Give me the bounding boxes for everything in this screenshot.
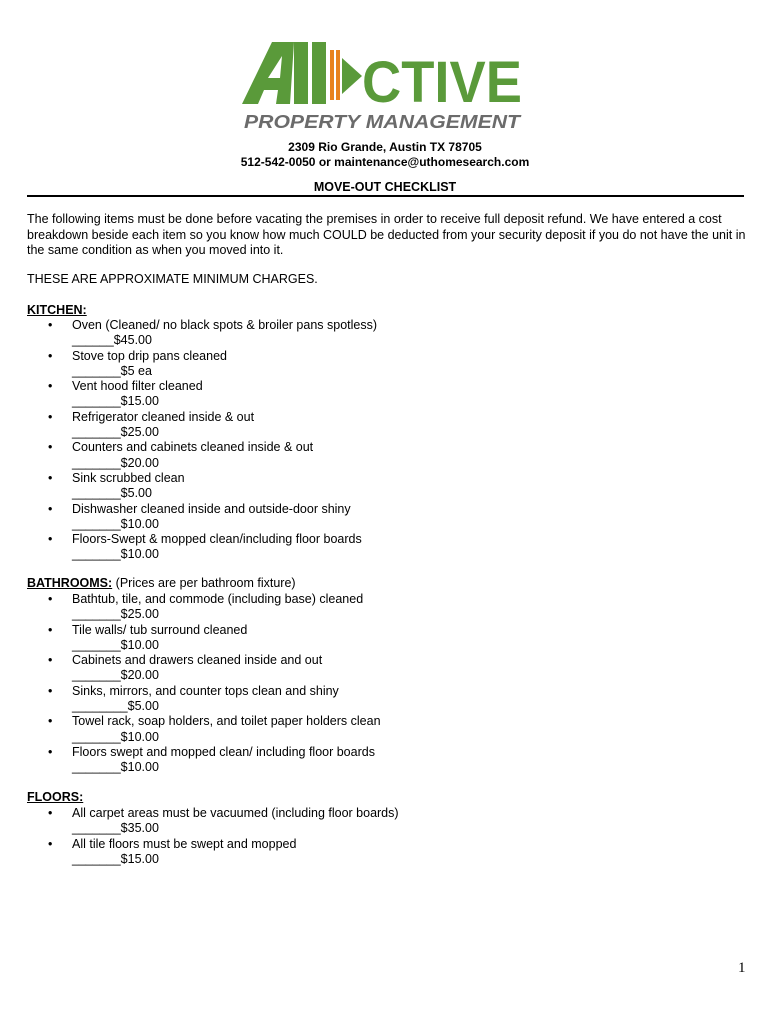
item-price: _______$25.00: [72, 607, 159, 622]
item-price: _______$5 ea: [72, 363, 152, 378]
list-item: [27, 349, 377, 380]
page-number: 1: [738, 960, 746, 976]
bathrooms-subnote: (Prices are per bathroom fixture): [112, 576, 296, 590]
item-price: _______$10.00: [72, 729, 159, 744]
list-item: [27, 745, 381, 776]
item-label: Floors swept and mopped clean/ including floor boards: [72, 744, 375, 759]
item-label: Towel rack, soap holders, and toilet paper holders clean: [72, 714, 381, 729]
item-label: Refrigerator cleaned inside & out: [72, 409, 255, 424]
bullet-icon: •: [48, 806, 53, 820]
bullet-icon: •: [48, 318, 53, 332]
item-label: Counters and cabinets cleaned inside & out: [72, 440, 314, 455]
list-item: [27, 806, 399, 837]
item-label: Oven (Cleaned/ no black spots & broiler pans spotless): [72, 318, 378, 332]
floors-heading-label: FLOORS:: [27, 790, 84, 804]
bullet-icon: •: [48, 348, 53, 363]
company-contact: 512-542-0050 or maintenance@uthomesearch.com: [240, 155, 530, 169]
company-logo: [238, 38, 528, 134]
list-item: [27, 532, 377, 563]
bathrooms-heading: [27, 576, 296, 590]
company-address: 2309 Rio Grande, Austin TX 78705: [288, 140, 482, 154]
bullet-icon: •: [48, 440, 53, 455]
list-item: [27, 502, 377, 533]
item-label: All tile floors must be swept and mopped: [72, 836, 297, 851]
kitchen-heading-label: KITCHEN:: [27, 303, 87, 317]
logo-property-management-text: PROPERTY MANAGEMENT: [244, 112, 523, 132]
kitchen-list: [27, 318, 377, 563]
list-item: [27, 318, 377, 349]
item-price: _______$15.00: [72, 394, 159, 409]
item-label: Tile walls/ tub surround cleaned: [72, 622, 248, 637]
list-item: [27, 471, 377, 502]
bullet-icon: •: [48, 744, 53, 759]
bullet-icon: •: [48, 409, 53, 424]
item-price: _______$10.00: [72, 547, 159, 562]
list-item: [27, 714, 381, 745]
item-price: ______$45.00: [72, 333, 152, 348]
bathrooms-heading-label: BATHROOMS:: [27, 576, 113, 590]
logo-all-mark: [242, 42, 362, 104]
bullet-icon: •: [48, 501, 53, 516]
item-price: _______$35.00: [72, 821, 159, 836]
bullet-icon: •: [48, 653, 53, 668]
item-price: _______$10.00: [72, 516, 159, 531]
page-title: MOVE-OUT CHECKLIST: [313, 180, 457, 194]
title-divider: [27, 195, 744, 197]
list-item: [27, 837, 399, 868]
floors-list: [27, 806, 399, 867]
item-price: _______$10.00: [72, 760, 159, 775]
list-item: [27, 379, 377, 410]
minimum-charges-note: THESE ARE APPROXIMATE MINIMUM CHARGES.: [27, 272, 318, 286]
bullet-icon: •: [48, 622, 53, 637]
item-label: All carpet areas must be vacuumed (including floor boards): [72, 806, 399, 820]
bullet-icon: •: [48, 379, 53, 394]
list-item: [27, 653, 381, 684]
list-item: [27, 684, 381, 715]
intro-paragraph: The following items must be done before vacating the premises in order to receive full deposit refund. We have entered a cost breakdown beside each item so you know how much COULD be deducted from your security deposit if you do not have the unit in the same condition as when you moved into it.: [27, 212, 746, 257]
item-label: Cabinets and drawers cleaned inside and out: [72, 653, 323, 668]
list-item: [27, 410, 377, 441]
item-label: Floors-Swept & mopped clean/including floor boards: [72, 532, 362, 547]
item-price: _______$5.00: [72, 486, 152, 501]
bullet-icon: •: [48, 532, 53, 547]
bullet-icon: •: [48, 836, 53, 851]
logo-ctive-text: CTIVE: [362, 50, 522, 115]
item-label: Stove top drip pans cleaned: [72, 348, 227, 363]
bullet-icon: •: [48, 714, 53, 729]
bathrooms-list: [27, 592, 381, 776]
list-item: [27, 592, 381, 623]
item-label: Sink scrubbed clean: [72, 470, 185, 485]
item-price: _______$25.00: [72, 425, 159, 440]
list-item: [27, 623, 381, 654]
item-price: _______$15.00: [72, 851, 159, 866]
item-price: _______$20.00: [72, 668, 159, 683]
bullet-icon: •: [48, 592, 53, 606]
bullet-icon: •: [48, 470, 53, 485]
list-item: [27, 440, 377, 471]
item-label: Sinks, mirrors, and counter tops clean and shiny: [72, 683, 339, 698]
item-price: ________$5.00: [72, 699, 159, 714]
item-label: Bathtub, tile, and commode (including base) cleaned: [72, 592, 364, 606]
item-price: _______$20.00: [72, 455, 159, 470]
bullet-icon: •: [48, 683, 53, 698]
item-label: Vent hood filter cleaned: [72, 379, 203, 394]
floors-heading: [27, 790, 83, 804]
item-label: Dishwasher cleaned inside and outside-door shiny: [72, 501, 351, 516]
item-price: _______$10.00: [72, 637, 159, 652]
kitchen-heading: [27, 303, 87, 317]
